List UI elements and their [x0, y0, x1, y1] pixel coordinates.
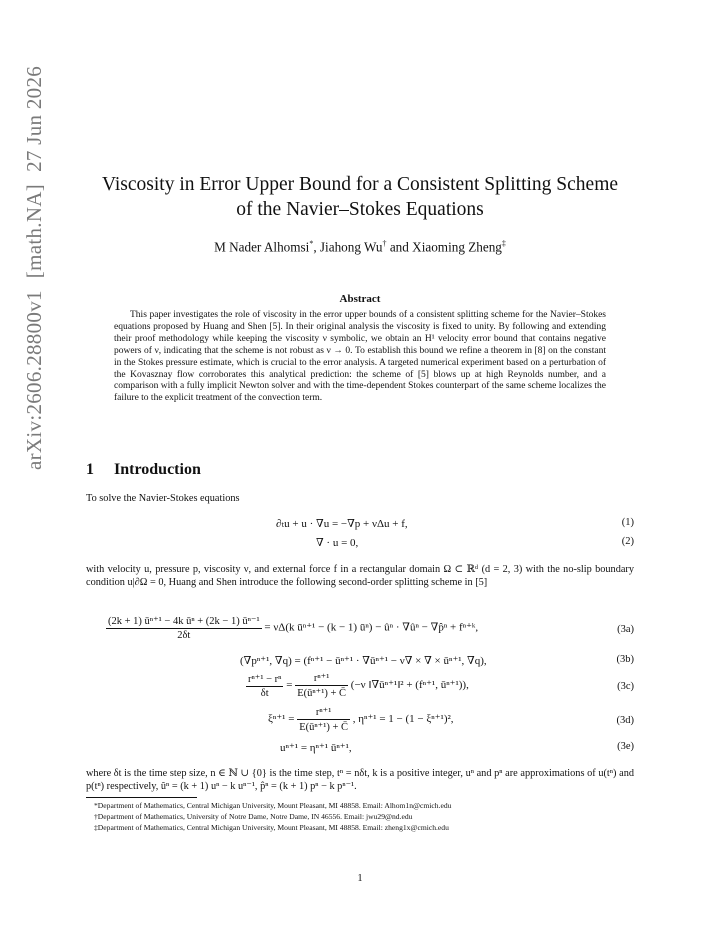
- abstract-body-text: This paper investigates the role of viscosity in the error upper bounds of a consistent splitting scheme for the Navier–Stokes equations proposed by Huang and Shen [5]. In their original analysis the viscosity is fixed to unity. By following and extending their proof methodology while keeping the viscosity ν symbolic, we obtain an H¹ velocity error bound that contains negative powers of ν, indicating that the scheme is not robust as ν → 0. To establish this bound we refine a theorem in [8] on the constant in the Stokes pressure estimate, which is crucial to the error analysis. A targeted numerical experiment based on a perturbation of the Kovasznay flow corroborates this analytical prediction: the scheme of [5] blows up at high Reynolds number, and a comparison with a fully implicit Newton solver and with the time-dependent Stokes counterpart of the same scheme localizes the failure to the explicit treatment of the convection term.: [114, 310, 606, 404]
- arxiv-stamp: [22, 66, 47, 470]
- equation-3a-tag[interactable]: (3a): [617, 624, 634, 635]
- page-number: 1: [357, 873, 363, 884]
- title-line-1: Viscosity in Error Upper Bound for a Consistent Splitting Scheme: [101, 174, 619, 195]
- equation-3c-rhs-denominator: E(ūⁿ⁺¹) + C̄: [297, 688, 347, 699]
- equation-3e: [86, 741, 634, 755]
- equation-3c-tail: (−ν ‖∇ūⁿ⁺¹‖² + (fⁿ⁺¹, ūⁿ⁺¹)),: [350, 679, 469, 692]
- equation-3c-lhs-numerator: rⁿ⁺¹ − rⁿ: [248, 673, 282, 685]
- equation-1-tag[interactable]: (1): [621, 517, 634, 528]
- equation-2: [86, 536, 634, 550]
- equation-1-body: ∂ₜu + u · ∇u = −∇p + νΔu + f,: [276, 518, 408, 530]
- intro-paragraph-1: To solve the Navier-Stokes equations: [86, 493, 240, 504]
- equation-3a: [86, 615, 634, 645]
- equation-3c-equals: =: [286, 679, 293, 692]
- intro-paragraph-2: with velocity u, pressure p, viscosity ν, and external force f in a rectangular domain Ω ⊂ ℝᵈ (d = 2, 3) with the no-slip boundary condition u|∂Ω = 0, Huang and Shen introduce the following second-order splitting scheme in [5]: [86, 564, 634, 588]
- equation-3b-lhs: (∇pⁿ⁺¹, ∇q): [240, 655, 292, 667]
- abstract-heading: Abstract: [339, 293, 381, 305]
- author-2-mark[interactable]: †: [382, 239, 387, 248]
- equation-3d-numerator: rⁿ⁺¹: [297, 706, 350, 720]
- author-2: Jiahong Wu: [319, 239, 383, 255]
- equation-3c-rhs-fraction: [295, 672, 348, 699]
- author-list: [86, 239, 634, 255]
- equation-3d-lhs: ξⁿ⁺¹ =: [268, 713, 295, 726]
- equation-3b-rhs: = (fⁿ⁺¹ − ūⁿ⁺¹ · ∇ūⁿ⁺¹ − ν∇ × ∇ × ūⁿ⁺¹, ∇q),: [294, 655, 487, 667]
- intro-paragraph-3: where δt is the time step size, n ∈ ℕ ∪ {0} is the time step, tⁿ = nδt, k is a positive integer, uⁿ and pⁿ are approximations of u(tⁿ) and p(tⁿ) respectively, ûⁿ = (k + 1) uⁿ − k uⁿ⁻¹, p̂ⁿ = (k + 1) pⁿ − k pⁿ⁻¹.: [86, 768, 634, 792]
- section-title: Introduction: [114, 461, 201, 478]
- equation-3c-lhs-denominator: δt: [260, 687, 269, 699]
- author-1-mark[interactable]: *: [309, 239, 314, 248]
- author-separator: ,: [313, 239, 320, 255]
- abstract-text: [114, 310, 606, 405]
- equation-3a-denominator: 2δt: [177, 630, 191, 641]
- paper-title: [86, 172, 634, 222]
- section-number: 1: [86, 461, 94, 478]
- author-1: M Nader Alhomsi: [214, 239, 310, 255]
- arxiv-id[interactable]: arXiv:2606.28800v1: [22, 290, 46, 470]
- title-line-2: of the Navier–Stokes Equations: [236, 199, 484, 220]
- equation-2-tag[interactable]: (2): [621, 536, 634, 547]
- equation-3a-numerator: (2k + 1) ūⁿ⁺¹ − 4k ūⁿ + (2k − 1) ūⁿ⁻¹: [108, 616, 260, 627]
- footnote-3: ‡Department of Mathematics, Central Michigan University, Mount Pleasant, MI 48858. Email: zheng1x@cmich.edu: [94, 823, 449, 832]
- footnote-1: *Department of Mathematics, Central Michigan University, Mount Pleasant, MI 48858. Email: Alhom1n@cmich.edu: [94, 801, 452, 810]
- section-heading: [86, 461, 201, 479]
- equation-3d-fraction: [297, 706, 350, 733]
- equation-2-body: ∇ · u = 0,: [316, 537, 359, 549]
- equation-3a-fraction: [106, 615, 262, 641]
- equation-3e-tag[interactable]: (3e): [617, 741, 634, 752]
- equation-3d: [86, 706, 634, 738]
- equation-3a-rhs: = νΔ(k ūⁿ⁺¹ − (k − 1) ūⁿ) − ûⁿ · ∇ûⁿ − ∇p̂ⁿ + fⁿ⁺ᵏ,: [264, 621, 479, 634]
- arxiv-date: 27 Jun 2026: [22, 65, 46, 172]
- equation-3a-body: [106, 615, 478, 641]
- equation-3c: [86, 672, 634, 704]
- footnote-2: †Department of Mathematics, University of Notre Dame, Notre Dame, IN 46556. Email: jwu29@nd.edu: [94, 812, 413, 821]
- equation-3d-tail: , ηⁿ⁺¹ = 1 − (1 − ξⁿ⁺¹)²,: [352, 713, 454, 726]
- author-separator: and: [386, 239, 413, 255]
- arxiv-category: [math.NA]: [22, 183, 46, 279]
- equation-3c-lhs-fraction: [246, 673, 283, 699]
- equation-3d-tag[interactable]: (3d): [616, 715, 634, 726]
- equation-3b: [86, 654, 634, 668]
- equation-3d-body: [268, 706, 454, 733]
- equation-3d-denominator: E(ūⁿ⁺¹) + C̄: [299, 722, 349, 733]
- equation-3b-body: [240, 654, 487, 667]
- equation-3b-tag[interactable]: (3b): [616, 654, 634, 665]
- equation-3c-rhs-numerator: rⁿ⁺¹: [295, 672, 348, 686]
- author-3: Xiaoming Zheng: [412, 239, 502, 255]
- author-3-mark[interactable]: ‡: [501, 239, 506, 248]
- equation-1: [86, 517, 634, 531]
- equation-3c-body: [246, 672, 469, 699]
- equation-3c-tag[interactable]: (3c): [617, 681, 634, 692]
- footnote-divider: [86, 797, 197, 798]
- equation-3e-body: uⁿ⁺¹ = ηⁿ⁺¹ ūⁿ⁺¹,: [280, 742, 352, 754]
